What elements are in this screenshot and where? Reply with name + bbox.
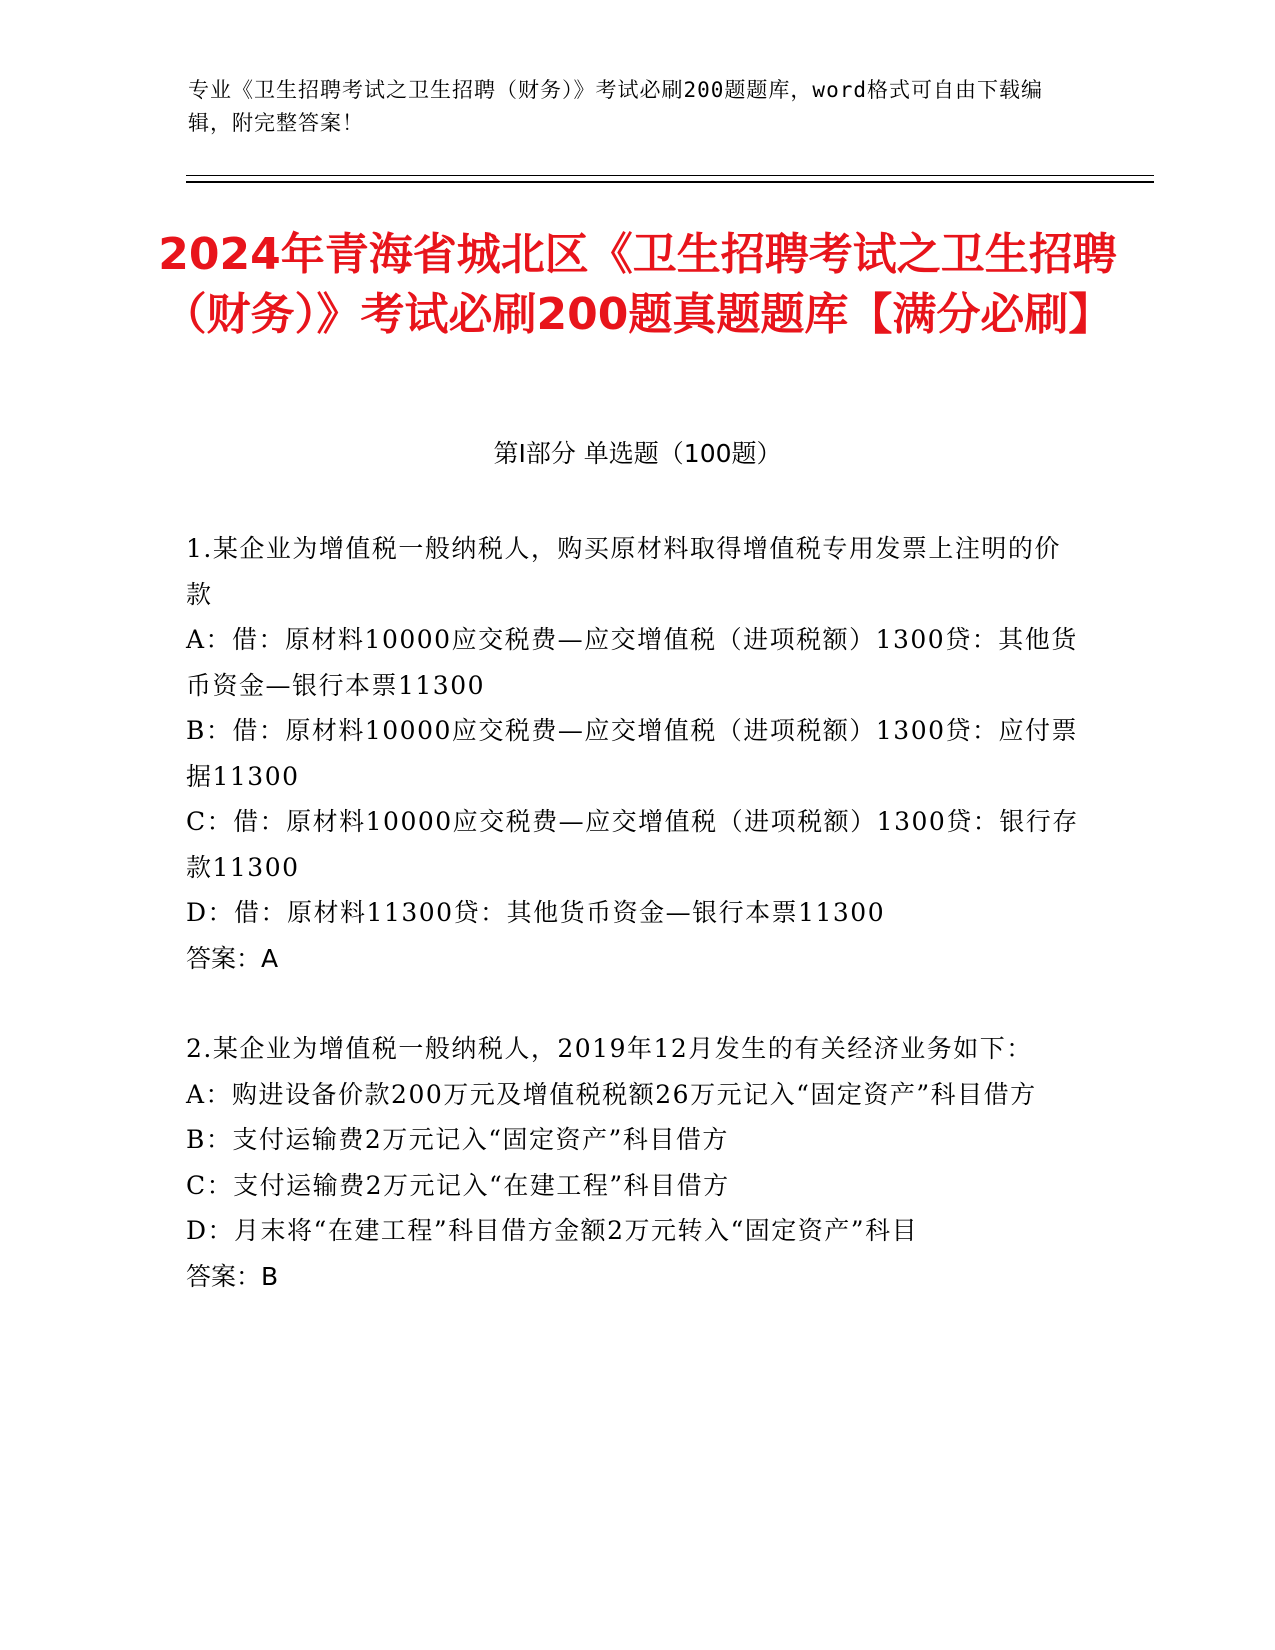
question-1-option-b: B：借：原材料10000应交税费—应交增值税（进项税额）1300贷：应付票据11300	[186, 716, 1079, 791]
question-2-stem: 2.某企业为增值税一般纳税人，2019年12月发生的有关经济业务如下：	[186, 1034, 1033, 1063]
header-note: 专业《卫生招聘考试之卫生招聘（财务）》考试必刷200题题库，word格式可自由下载编辑，附完整答案！	[188, 78, 1043, 135]
header-divider-thin	[186, 175, 1154, 176]
header-divider-thick	[186, 181, 1154, 183]
question-1-option-d: D：借：原材料11300贷：其他货币资金—银行本票11300	[186, 898, 886, 927]
question-1-answer: 答案：A	[186, 943, 279, 973]
question-1-option-a: A：借：原材料10000应交税费—应交增值税（进项税额）1300贷：其他货币资金—银行本票11300	[186, 625, 1078, 700]
document-title: 2024年青海省城北区《卫生招聘考试之卫生招聘（财务）》考试必刷200题真题题库【满分必刷】	[158, 229, 1117, 340]
question-1-option-c: C：借：原材料10000应交税费—应交增值税（进项税额）1300贷：银行存款11300	[186, 807, 1079, 882]
question-2-option-c: C：支付运输费2万元记入“在建工程”科目借方	[186, 1170, 730, 1200]
question-2-option-b: B：支付运输费2万元记入“固定资产”科目借方	[186, 1125, 729, 1154]
question-2-option-a: A：购进设备价款200万元及增值税税额26万元记入“固定资产”科目借方	[186, 1079, 1037, 1109]
question-2-option-d: D：月末将“在建工程”科目借方金额2万元转入“固定资产”科目	[186, 1216, 919, 1245]
question-2	[186, 1026, 1086, 1299]
question-2-answer: 答案：B	[186, 1261, 279, 1291]
question-1-stem: 1.某企业为增值税一般纳税人，购买原材料取得增值税专用发票上注明的价款	[186, 534, 1061, 609]
section-heading: 第I部分 单选题（100题）	[493, 439, 782, 468]
question-1	[186, 526, 1086, 981]
